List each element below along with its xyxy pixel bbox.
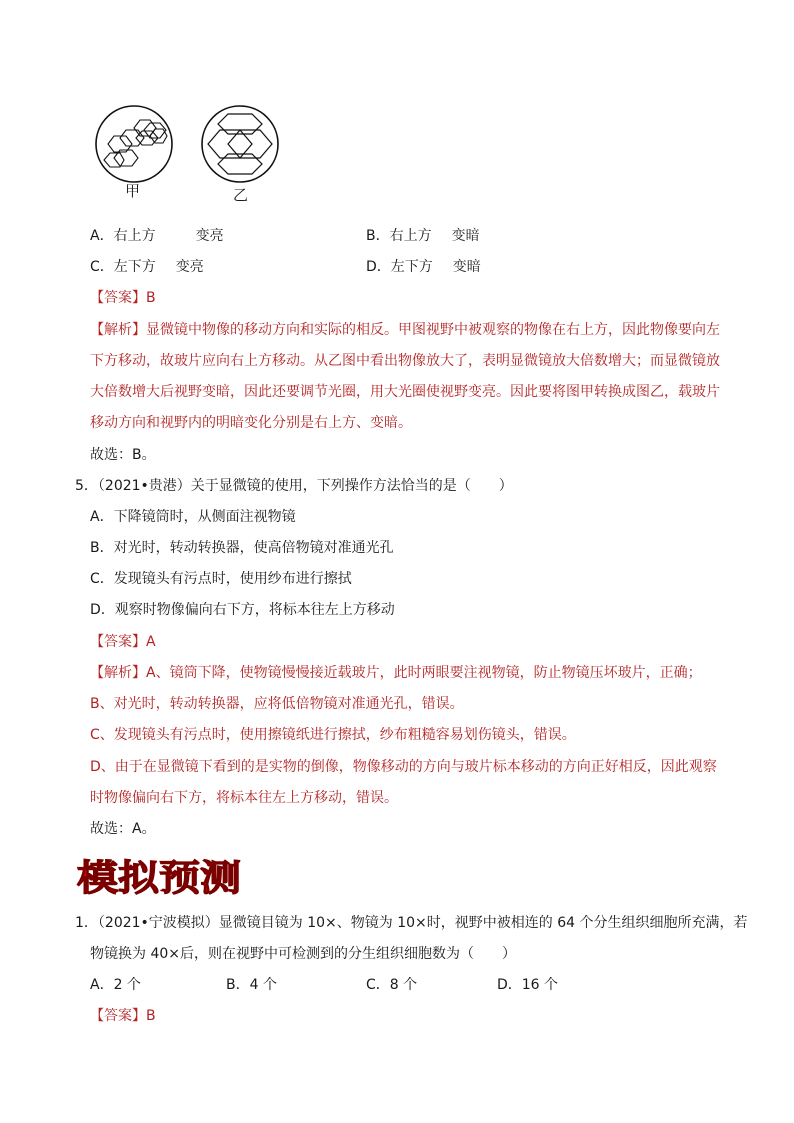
option-brightness: 变亮 — [195, 228, 224, 244]
microscope-field-figure — [90, 102, 290, 212]
q4-option-c — [90, 257, 204, 277]
option-brightness: 变暗 — [452, 259, 481, 275]
q5-option-b: B．对光时，转动转换器，使高倍物镜对准通光孔 — [90, 540, 394, 556]
q4-option-a — [90, 226, 224, 246]
m1-option-c: C．8 个 — [366, 977, 418, 993]
m1-stem-line: 1．（2021•宁波模拟）显微镜目镜为 10×、物镜为 10×时，视野中被相连的 64 个分生组织细胞所充满，若 — [75, 915, 748, 931]
q5-answer: 【答案】A — [90, 634, 156, 650]
field-yi-circle — [202, 106, 278, 182]
q5-option-d: D．观察时物像偏向右下方，将标本往左上方移动 — [90, 602, 395, 618]
option-direction: 左下方 — [390, 259, 433, 275]
section-title-graphic — [76, 855, 246, 897]
yi-cells — [208, 114, 272, 174]
jia-cells — [104, 120, 167, 167]
m1-answer: 【答案】B — [90, 1008, 156, 1024]
option-direction: 右上方 — [389, 228, 432, 244]
m1-option-d: D．16 个 — [497, 977, 559, 993]
option-letter: A． — [90, 228, 114, 244]
option-letter: B． — [366, 228, 390, 244]
q4-analysis-line: 大倍数增大后视野变暗，因此还要调节光圈，用大光圈使视野变亮。因此要将图甲转换成图乙，载玻片 — [90, 384, 720, 400]
m1-option-b: B．4 个 — [226, 977, 277, 993]
q4-analysis-line: 移动方向和视野内的明暗变化分别是右上方、变暗。 — [90, 415, 412, 431]
q5-option-c: C．发现镜头有污点时，使用纱布进行擦拭 — [90, 571, 352, 587]
option-direction: 左下方 — [113, 259, 156, 275]
m1-option-a: A．2 个 — [90, 977, 141, 993]
section-title: 模拟预测 — [77, 858, 241, 897]
q5-option-a: A．下降镜筒时，从侧面注视物镜 — [90, 509, 296, 525]
q4-analysis-line: 【解析】显微镜中物像的移动方向和实际的相反。甲图视野中被观察的物像在右上方，因此物像要向左 — [90, 322, 720, 338]
option-brightness: 变暗 — [451, 228, 480, 244]
field-of-view-diagram — [90, 102, 290, 212]
q5-conclusion: 故选：A。 — [90, 821, 156, 837]
figure-label-yi: 乙 — [233, 186, 249, 204]
q5-stem: 5．（2021•贵港）关于显微镜的使用，下列操作方法恰当的是（ ） — [75, 478, 513, 494]
q4-option-b — [366, 226, 480, 246]
figure-label-jia: 甲 — [125, 182, 141, 200]
option-brightness: 变亮 — [175, 259, 204, 275]
q5-analysis-line: 时物像偏向右下方，将标本往左上方移动，错误。 — [90, 790, 398, 806]
section-title-banner — [76, 855, 246, 897]
q4-analysis-line: 下方移动，故玻片应向右上方移动。从乙图中看出物像放大了，表明显微镜放大倍数增大；而显微镜放 — [90, 353, 720, 369]
q4-conclusion: 故选：B。 — [90, 447, 156, 463]
q5-analysis-line: B、对光时，转动转换器，应将低倍物镜对准通光孔，错误。 — [90, 696, 464, 712]
option-direction: 右上方 — [113, 228, 156, 244]
q5-analysis-line: 【解析】A、镜筒下降，使物镜慢慢接近载玻片，此时两眼要注视物镜，防止物镜压坏玻片，正确； — [90, 665, 702, 681]
option-letter: D． — [366, 259, 391, 275]
option-letter: C． — [90, 259, 114, 275]
q5-analysis-line: C、发现镜头有污点时，使用擦镜纸进行擦拭，纱布粗糙容易划伤镜头，错误。 — [90, 727, 576, 743]
q4-answer: 【答案】B — [90, 290, 156, 306]
m1-stem-line: 物镜换为 40×后，则在视野中可检测到的分生组织细胞数为（ ） — [90, 946, 516, 962]
q4-option-d — [366, 257, 481, 277]
q5-analysis-line: D、由于在显微镜下看到的是实物的倒像，物像移动的方向与玻片标本移动的方向正好相反，因此观察 — [90, 759, 717, 775]
